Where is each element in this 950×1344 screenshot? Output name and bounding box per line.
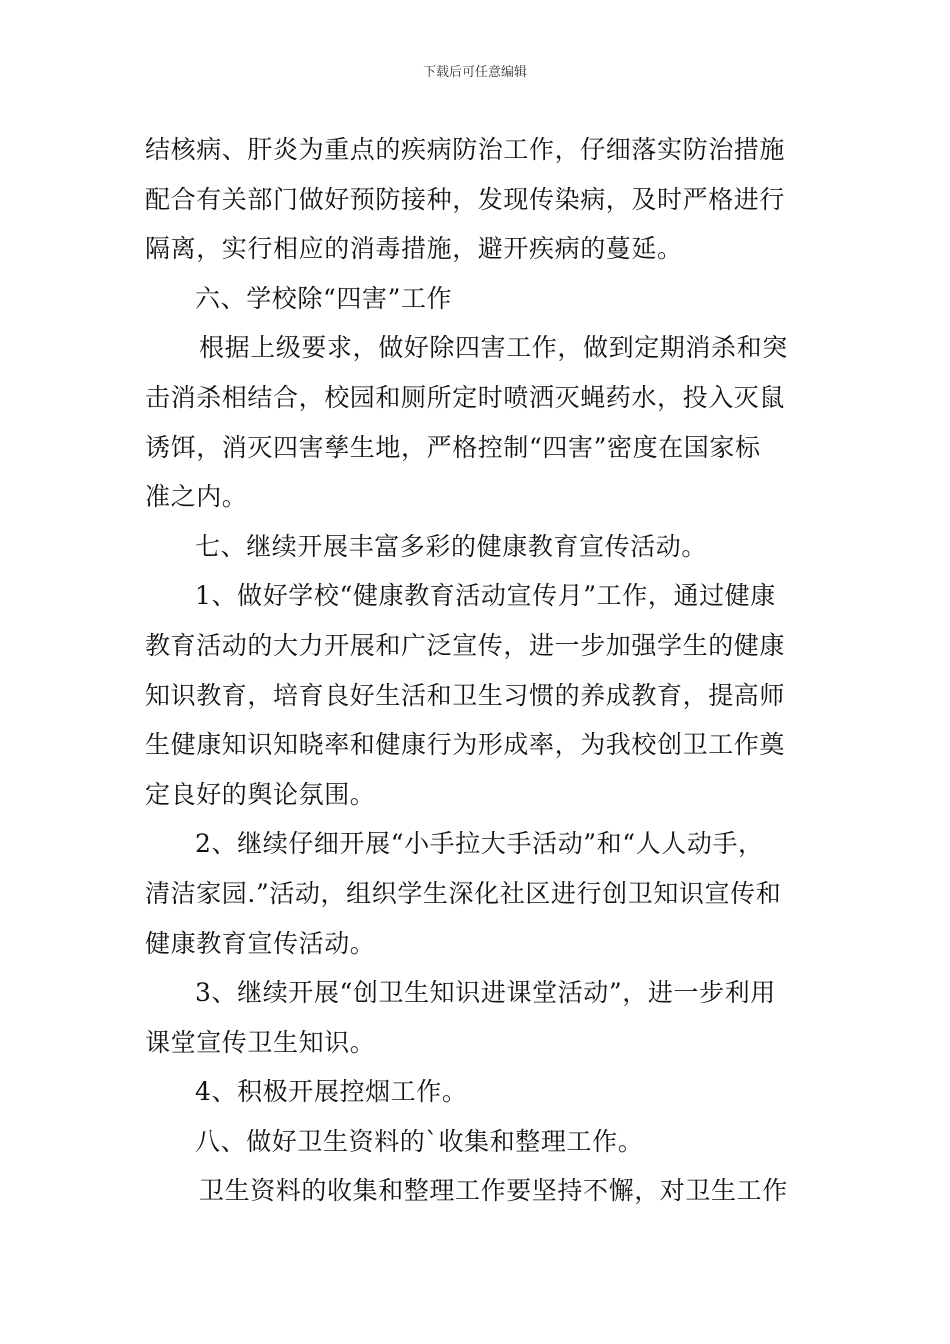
text-line: 击消杀相结合，校园和厕所定时喷洒灭蝇药水，投入灭鼠: [145, 382, 786, 412]
text-line: 定良好的舆论氛围。: [145, 779, 376, 809]
text-line: 知识教育，培育良好生活和卫生习惯的养成教育，提高师: [145, 680, 786, 710]
text-line: 4、积极开展控烟工作。: [195, 1077, 468, 1107]
text-line: 教育活动的大力开展和广泛宣传，进一步加强学生的健康: [145, 630, 786, 660]
text-line: 配合有关部门做好预防接种，发现传染病，及时严格进行: [145, 184, 786, 214]
text-line: 2、继续仔细开展“小手拉大手活动”和“人人动手，: [195, 829, 764, 859]
document-body: [145, 125, 810, 1216]
text-line: 隔离，实行相应的消毒措施，避开疾病的蔓延。: [145, 234, 683, 264]
text-line: 准之内。: [145, 482, 248, 512]
text-line: 1、做好学校“健康教育活动宣传月”工作，通过健康: [195, 581, 776, 611]
text-line: 健康教育宣传活动。: [145, 928, 376, 958]
section-heading: 六、学校除“四害”工作: [195, 283, 453, 313]
section-heading: 七、继续开展丰富多彩的健康教育宣传活动。: [195, 531, 708, 561]
text-line: 课堂宣传卫生知识。: [145, 1027, 376, 1057]
text-line: 生健康知识知晓率和健康行为形成率，为我校创卫工作奠: [145, 730, 786, 760]
text-line: 3、继续开展“创卫生知识进课堂活动”，进一步利用: [195, 978, 776, 1008]
section-heading: 八、做好卫生资料的`收集和整理工作。: [195, 1126, 644, 1156]
page-header: 下载后可任意编辑: [422, 65, 527, 80]
text-line: 卫生资料的收集和整理工作要坚持不懈，对卫生工作: [199, 1176, 788, 1206]
text-line: 清洁家园.”活动，组织学生深化社区进行创卫知识宣传和: [145, 878, 782, 908]
text-line: 根据上级要求，做好除四害工作，做到定期消杀和突: [199, 333, 788, 363]
text-line: 结核病、肝炎为重点的疾病防治工作，仔细落实防治措施: [145, 135, 786, 164]
text-line: 诱饵，消灭四害孳生地，严格控制“四害”密度在国家标: [145, 432, 761, 462]
